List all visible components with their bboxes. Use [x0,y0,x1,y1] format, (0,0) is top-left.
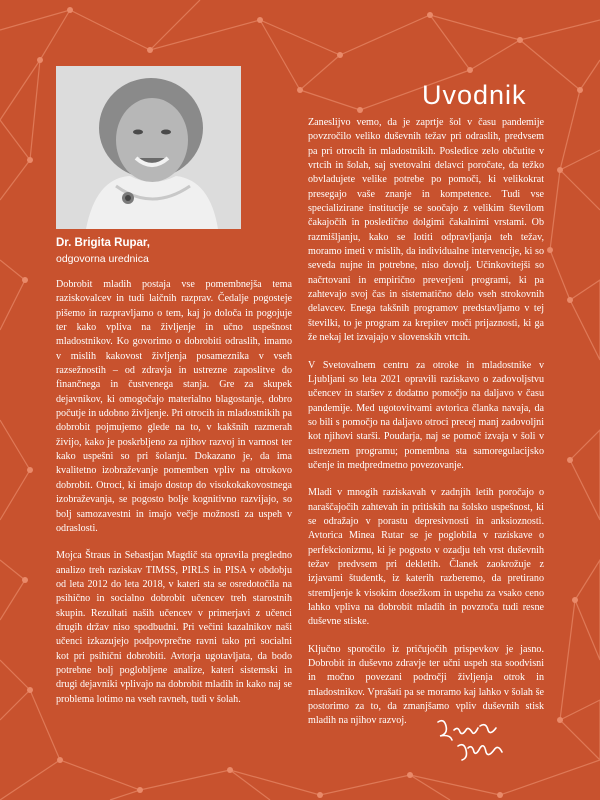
paragraph: V Svetovalnem centru za otroke in mladostnike v Ljubljani so leta 2021 opravili raziskavo o zadovoljstvu učencev in staršev z dodatno pomočjo na daljavo v času pandemije. Med ugotovitvami avtorica članka navaja, da so bili s pomočjo na daljavo otroci precej manj zadovoljni kot njihovi starši. Poudarja, naj se pomoč izvaja v šoli v ustreznem programu; pomembna sta samoregulacijsko učenje in medpredmetno povezovanje. [308,359,544,471]
author-role: odgovorna urednica [56,253,149,265]
paragraph: Mladi v mnogih raziskavah v zadnjih letih poročajo o naraščajočih zahtevah in pritiskih na šolsko uspešnost, ki se odražajo v porastu depresivnosti in anksioznosti. Avtorica Minea Rutar se je poglobila v raziskave o perfekcionizmu, ki je pogosto v ozadju teh vrst duševnih težav predvsem pri dekletih. Članek zaokrožuje z izjavami študentk, iz katerih razberemo, da pretirano stremljenje k visokim dosežkom in uspehu za vsako ceno lahko vpliva na dobrobit mladih in povzroča tudi resne duševne stiske. [308,487,544,628]
paragraph: Zaneslijvo vemo, da je zaprtje šol v času pandemije povzročilo veliko duševnih težav pri odraslih, predvsem pa pri otrocih in mladostnikih. Posledice zelo občutite v vrtcih in šolah, saj svetovalni delavci poročate, da težko obvladujete velike potrebe po pomoči, ki velikokrat presegajo vaše znanje in kompetence. Tudi vse specializirane institucije se soočajo z velikim številom čakajočih in posledično dolgimi čakalnimi vrstami. Ob razmišljanju, kako se lotiti odpravljanja teh težav, moramo imeti v mislih, da individualne intervencije, ki so seveda nujne in potrebne, niso dovolj. Učinkovitejši so načrtovani in empirično preverjeni programi, ki pa zahtevajo svoj čas in sistematično delo vseh strokovnih delavcev. Enega takšnih programov predstavljamo v tej številki, to je program za krepitev moči prijaznosti, ki ga že nekaj let izvajajo v slovenskih vrtcih. [308,117,544,344]
paragraph: Dobrobit mladih postaja vse pomembnejša tema raziskovalcev in tudi laičnih razprav. Čedalje pogosteje pišemo in razpravljamo o tem, kaj jo določa in pogojuje ter kako vpliva na življenje in učno uspešnost mladostnikov. Ko govorimo o dobrobiti odraslih, imamo v mislih kakovost življenja posameznika v vseh razsežnostih – od zdravja in ustrezne zaposlitve do finančnega in čustvenega stanja. Gre za skupek dejavnikov, ki omogočajo materialno blagostanje, dobro počutje in udobno življenje. Pri otrocih in mladostnikih pa dobrobit pojmujemo glede na to, v kakšnih razmerah živijo, kako je poskrbljeno za njihov razvoj in varnost ter kako uspešni so pri šolanju. Dokazano je, da ima kvalitetno izobraževanje pomemben vpliv na otrokovo dobrobit. Otroci, ki imajo dostop do visokokakovostnega izobraževanja, se pogosto bolje kognitivno razvijajo, so bolj samozavestni in imajo večje možnosti za uspeh v odraslosti. [56,279,292,534]
author-name: Dr. Brigita Rupar, [56,237,150,249]
author-portrait-photo [56,66,241,229]
right-text-column [308,116,544,742]
paragraph: Mojca Štraus in Sebastjan Magdič sta opravila pregledno analizo treh raziskav TIMSS, PIRLS in PISA v obdobju od leta 2012 do leta 2018, v kateri sta se osredotočila na psihično in socialno dobrobit učencev treh starostnih skupin. Rezultati naših učencev v primerjavi z učenci drugih držav niso spodbudni. Pri večini kazalnikov naši učenci izkazujejo podpovprečne ravni tako pri socialni kot pri psihični dobrobiti. Avtorja ugotavljata, da bodo potrebne bolj poglobljene analize, kateri sistemski in drugi dejavniki vplivajo na dobrobit mladih in kako naj se problema lotimo na vseh ravneh, tudi v šolah. [56,550,292,705]
left-text-column [56,278,292,720]
page-title: Uvodnik [422,80,527,111]
paragraph: Ključno sporočilo iz pričujočih prispevkov je jasno. Dobrobit in duševno zdravje ter učni uspeh sta soodvisni in močno povezani področji življenja otrok in mladostnikov. Vprašati pa se moramo kaj lahko v šolah še postorimo za to, da zmanjšamo vpliv duševnih stisk mladih na njihov razvoj. [308,643,544,727]
signature-icon [434,716,514,762]
